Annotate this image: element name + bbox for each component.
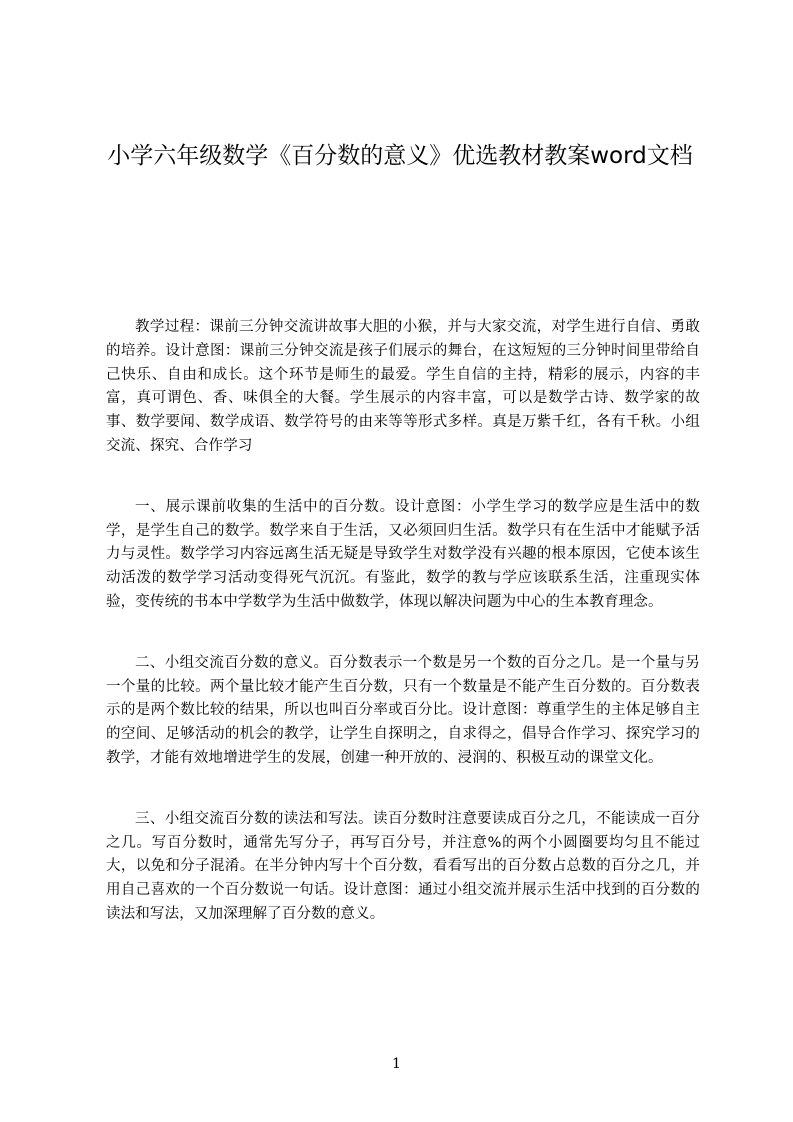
paragraph-teaching-process: 教学过程：课前三分钟交流讲故事大胆的小猴，并与大家交流，对学生进行自信、勇敢的培养。设计意图：课前三分钟交流是孩子们展示的舞台，在这短短的三分钟时间里带给自己快乐、自由和成长。这个环节是师生的最爱。学生自信的主持，精彩的展示，内容的丰富，真可谓色、香、味俱全的大餐。学生展示的内容丰富，可以是数学古诗、数学家的故事、数学要闻、数学成语、数学符号的由来等等形式多样。真是万紫千红，各有千秋。小组交流、探究、合作学习 [106, 319, 700, 454]
page-number: 1 [392, 1056, 401, 1072]
paragraph-section-one: 一、展示课前收集的生活中的百分数。设计意图：小学生学习的数学应是生活中的数学，是学生自己的数学。数学来自于生活，又必须回归生活。数学只有在生活中才能赋予活力与灵性。数学学习内容远离生活无疑是导致学生对数学没有兴趣的根本原因，它使本该生动活泼的数学学习活动变得死气沉沉。有鉴此，数学的教与学应该联系生活，注重现实体验，变传统的书本中学数学为生活中做数学，体现以解决问题为中心的生本教育理念。 [106, 498, 700, 610]
paragraph-section-three: 三、小组交流百分数的读法和写法。读百分数时注意要读成百分之几，不能读成一百分之几。写百分数时，通常先写分子，再写百分号，并注意%的两个小圆圈要均匀且不能过大，以免和分子混淆。在半分钟内写十个百分数，看看写出的百分数占总数的百分之几，并用自己喜欢的一个百分数说一句话。设计意图：通过小组交流并展示生活中找到的百分数的读法和写法，又加深理解了百分数的意义。 [106, 810, 700, 922]
document-body [106, 316, 700, 964]
document-title: 小学六年级数学《百分数的意义》优选教材教案word文档 [107, 143, 693, 169]
paragraph-section-two: 二、小组交流百分数的意义。百分数表示一个数是另一个数的百分之几。是一个量与另一个量的比较。两个量比较才能产生百分数，只有一个数量是不能产生百分数的。百分数表示的是两个数比较的结果，所以也叫百分率或百分比。设计意图：尊重学生的主体足够自主的空间、足够活动的机会的教学，让学生自探明之，自求得之，倡导合作学习、探究学习的教学，才能有效地增进学生的发展，创建一种开放的、浸润的、积极互动的课堂文化。 [106, 654, 700, 766]
